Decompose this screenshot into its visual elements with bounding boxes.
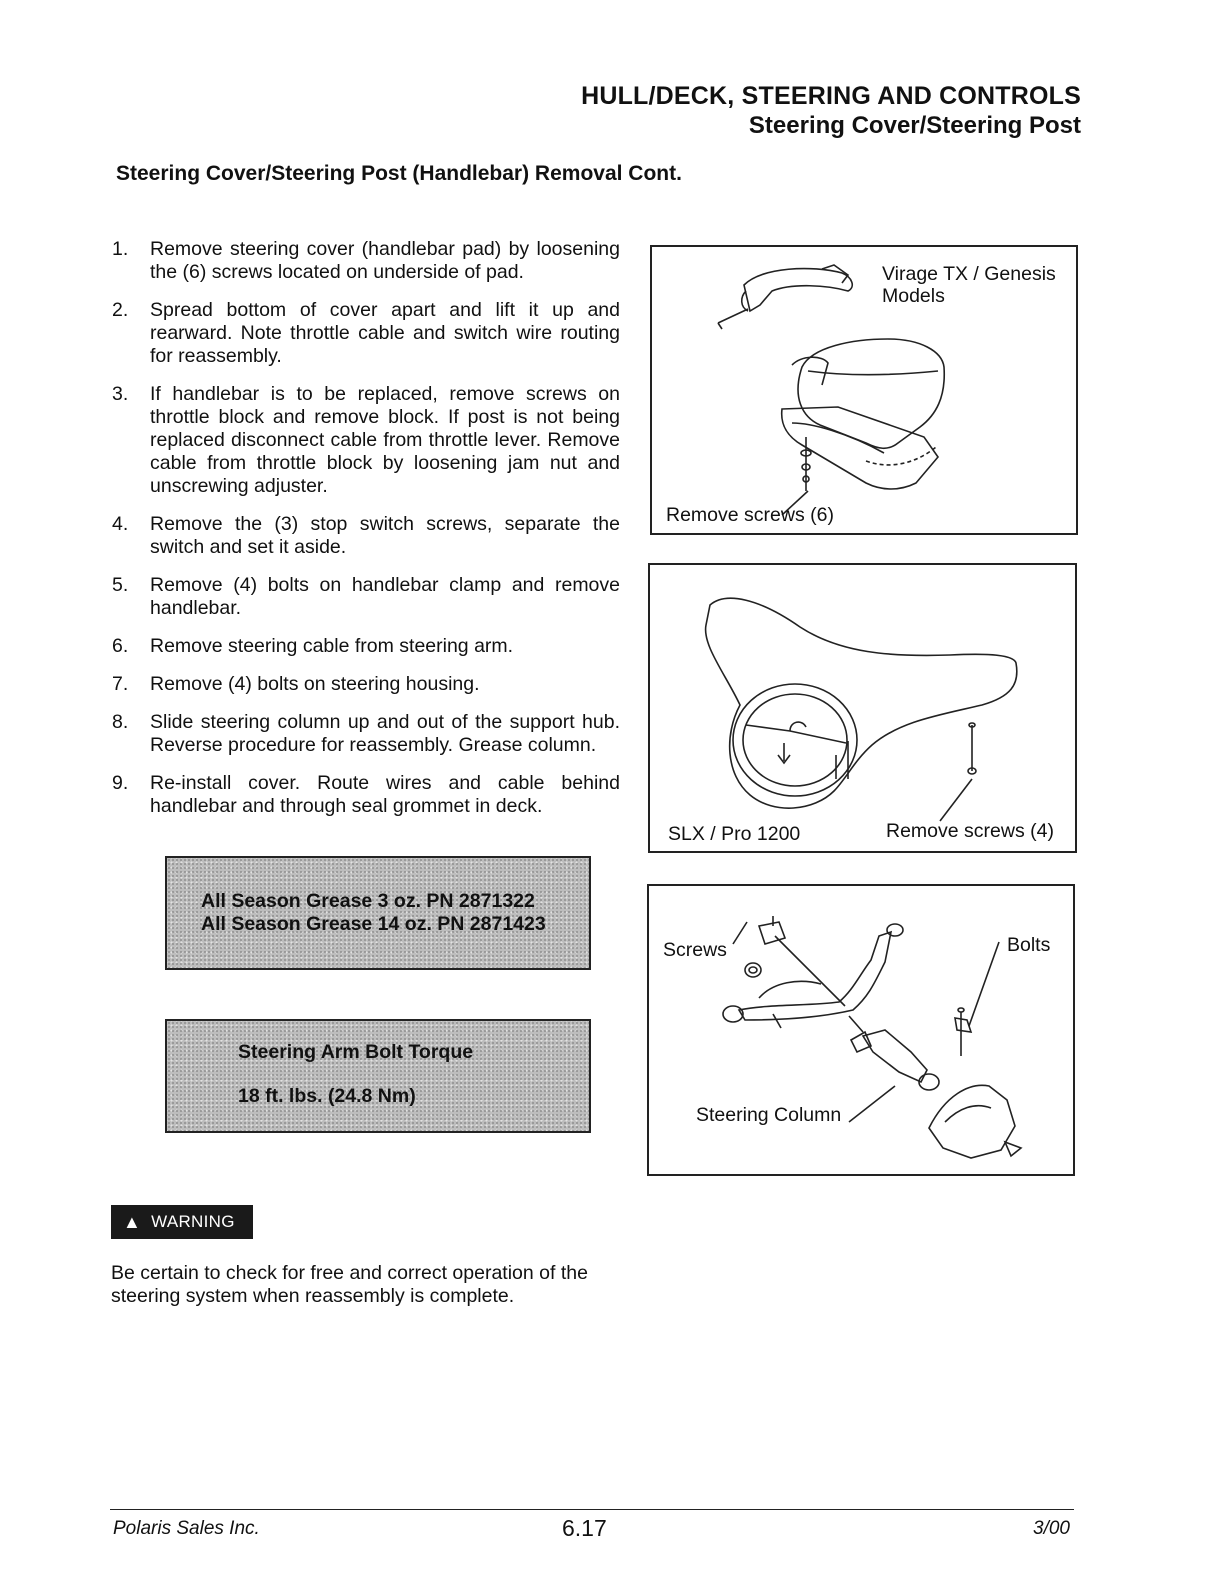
chapter-subtitle: Steering Cover/Steering Post — [748, 112, 1081, 139]
step-number: 8. — [112, 711, 129, 733]
warning-label: WARNING — [151, 1212, 235, 1231]
step-number: 9. — [112, 772, 129, 794]
step-text: Remove the (3) stop switch screws, separate the switch and set it aside. — [150, 513, 620, 558]
step-number: 2. — [112, 299, 129, 321]
step-text: Remove steering cover (handlebar pad) by loosening the (6) screws located on underside of pad. — [150, 238, 620, 283]
step-number: 1. — [112, 238, 129, 260]
torque-label: Steering Arm Bolt Torque — [238, 1041, 474, 1063]
footer-company: Polaris Sales Inc. — [113, 1518, 260, 1539]
chapter-title: HULL/DECK, STEERING AND CONTROLS — [581, 82, 1081, 110]
step-item — [112, 299, 620, 368]
step-number: 7. — [112, 673, 129, 695]
fig2-model-label: SLX / Pro 1200 — [668, 823, 801, 845]
fig3-bolts-label: Bolts — [1007, 934, 1051, 956]
step-number: 3. — [112, 383, 129, 405]
step-item — [112, 574, 620, 620]
step-text: If handlebar is to be replaced, remove screws on throttle block and remove block. If post is not being replaced disconnect cable from throttle lever. Remove cable from throttle block by loosening jam nut and unscrewing adjuster. — [150, 383, 620, 497]
step-item — [112, 772, 620, 818]
fig1-models-line1: Virage TX / Genesis — [882, 263, 1056, 285]
step-item — [112, 513, 620, 559]
warning-badge — [111, 1205, 253, 1239]
step-text: Slide steering column up and out of the support hub. Reverse procedure for reassembly. Grease column. — [150, 711, 620, 756]
fig3-column-label: Steering Column — [696, 1104, 842, 1126]
step-text: Remove (4) bolts on steering housing. — [150, 673, 480, 695]
step-item — [112, 673, 620, 696]
footer-date: 3/00 — [1033, 1518, 1070, 1539]
figure-slx-cover — [648, 563, 1077, 853]
warning-triangle-icon: ▲ — [123, 1211, 142, 1232]
procedure-steps — [112, 238, 620, 833]
step-text: Re-install cover. Route wires and cable behind handlebar and through seal grommet in deck. — [150, 772, 620, 817]
step-text: Remove steering cable from steering arm. — [150, 635, 514, 657]
grease-spec-box — [165, 856, 591, 970]
steering-column-illustration — [649, 886, 1077, 1178]
fig3-screws-label: Screws — [663, 939, 727, 961]
page-number: 6.17 — [562, 1515, 607, 1541]
grease-line-3oz: All Season Grease 3 oz. PN 2871322 — [201, 890, 535, 912]
step-text: Remove (4) bolts on handlebar clamp and remove handlebar. — [150, 574, 620, 619]
cover-exploded-illustration — [652, 247, 1080, 537]
torque-spec-box — [165, 1019, 591, 1133]
grease-line-14oz: All Season Grease 14 oz. PN 2871423 — [201, 913, 546, 935]
step-item — [112, 635, 620, 658]
slx-cover-illustration — [650, 565, 1079, 855]
step-number: 6. — [112, 635, 129, 657]
step-number: 5. — [112, 574, 129, 596]
warning-text: Be certain to check for free and correct operation of the steering system when reassembly is complete. — [111, 1262, 588, 1307]
section-title: Steering Cover/Steering Post (Handlebar) Removal Cont. — [116, 162, 682, 185]
step-item — [112, 711, 620, 757]
step-item — [112, 383, 620, 498]
step-number: 4. — [112, 513, 129, 535]
step-text: Spread bottom of cover apart and lift it up and rearward. Note throttle cable and switch wire routing for reassembly. — [150, 299, 620, 367]
step-item — [112, 238, 620, 284]
figure-steering-column — [647, 884, 1075, 1176]
fig1-models-line2: Models — [882, 285, 945, 307]
fig2-callout: Remove screws (4) — [886, 820, 1054, 842]
figure-virage-cover — [650, 245, 1078, 535]
fig1-callout: Remove screws (6) — [666, 504, 834, 526]
footer-rule — [110, 1509, 1074, 1510]
torque-value: 18 ft. lbs. (24.8 Nm) — [238, 1085, 416, 1107]
